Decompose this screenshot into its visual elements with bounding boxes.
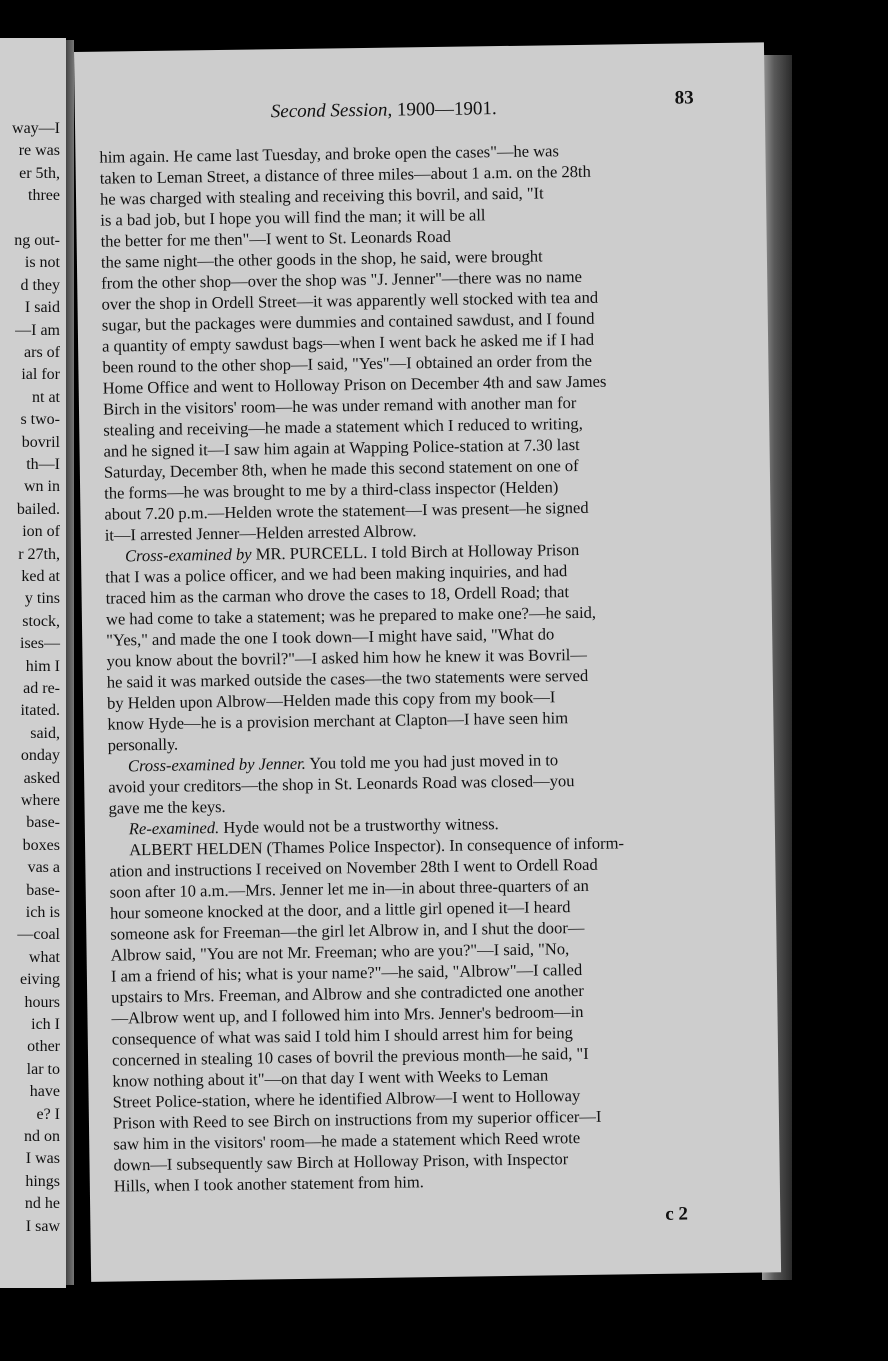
session-label: Second Session, (270, 99, 393, 123)
text-line: a quantity of empty sawdust bags—when I went back he asked me if I had (101, 329, 595, 356)
left-page-line: vas a (27, 859, 60, 877)
text-line: soon after 10 a.m.—Mrs. Jenner let me in—in about three-quarters of an (109, 875, 589, 902)
left-page-line: eiving (20, 971, 60, 989)
left-page-line: ng out- (14, 232, 60, 249)
left-page-line: onday (20, 747, 60, 765)
text-line: we had come to take a statement; was he prepared to make one?—he said, (105, 602, 597, 629)
left-page-line: —coal (17, 926, 60, 944)
text-line: know nothing about it"—on that day I went with Weeks to Leman (112, 1065, 549, 1091)
text-line: that I was a police officer, and we had been making inquiries, and had (105, 561, 568, 587)
left-page-line: asked (23, 769, 60, 787)
left-page-line: where (20, 792, 60, 809)
text-line: avoid your creditors—the shop in St. Leonards Road was closed—you (108, 771, 575, 797)
text-line: ation and instructions I received on November 28th I went to Ordell Road (109, 854, 598, 881)
text-line: Prison with Reed to see Birch on instructions from my superior officer—I (112, 1106, 602, 1133)
left-page-line: three (28, 187, 60, 205)
left-page-line: re was (18, 142, 60, 160)
left-page-line: I saw (25, 1217, 60, 1235)
left-page-line: way—I (12, 120, 60, 137)
text-line: him again. He came last Tuesday, and broke open the cases"—he was (99, 141, 560, 167)
left-page-line: base- (26, 814, 60, 832)
session-title (271, 98, 497, 123)
left-page-line: said, (30, 724, 60, 742)
left-page-line: e? I (36, 1105, 60, 1123)
left-page-fragment (0, 38, 66, 1288)
left-page-line: th—I (26, 456, 60, 473)
text-line: and he signed it—I saw him again at Wapping Police-station at 7.30 last (103, 434, 580, 461)
text-line: he said it was marked outside the cases—the two statements were served (106, 665, 589, 692)
text-line: over the shop in Ordell Street—it was apparently well stocked with tea and (101, 287, 599, 314)
text-line: hour someone knocked at the door, and a little girl opened it—I heard (109, 897, 571, 923)
left-page-line: ars of (24, 344, 60, 361)
left-page-line: bailed. (16, 500, 60, 518)
left-page-line: ked at (21, 568, 60, 585)
left-page-line: him I (25, 657, 60, 675)
text-line: Saturday, December 8th, when he made this second statement on one of (103, 455, 579, 482)
left-page-line: nd on (24, 1128, 60, 1145)
text-line: concerned in stealing 10 cases of bovril the previous month—he said, "I (111, 1043, 589, 1070)
text-line: Home Office and went to Holloway Prison on December 4th and saw James (102, 371, 607, 398)
text-line: it—I arrested Jenner—Helden arrested Albrow. (104, 521, 417, 545)
text-line: Albrow said, "You are not Mr. Freeman; who are you?"—I said, "No, (110, 939, 570, 965)
text-line: about 7.20 p.m.—Helden wrote the statement—I was present—he signed (104, 497, 589, 524)
text-line: Hills, when I took another statement from him. (113, 1172, 424, 1196)
left-page-line: ad re- (23, 680, 60, 697)
left-page-line: ial for (21, 366, 60, 384)
text-line: Re-examined. Hyde would not be a trustworthy witness. (128, 814, 499, 839)
signature-mark: c 2 (665, 1203, 689, 1225)
text-line: ALBERT HELDEN (Thames Police Inspector). In consequence of inform- (129, 833, 625, 860)
text-line: taken to Leman Street, a distance of three miles—about 1 a.m. on the 28th (99, 161, 591, 188)
text-line: gave me the keys. (108, 796, 226, 818)
left-page-line: I was (25, 1150, 60, 1168)
text-line: the better for me then"—I went to St. Leonards Road (100, 226, 452, 251)
text-line: know Hyde—he is a provision merchant at Clapton—I have seen him (107, 708, 569, 734)
text-line: "Yes," and made the one I took down—I might have said, "What do (106, 624, 555, 650)
left-page-line: what (28, 948, 60, 966)
text-line: upstairs to Mrs. Freeman, and Albrow and she contradicted one another (111, 980, 584, 1007)
left-page-line: stock, (22, 612, 60, 630)
text-line: by Helden upon Albrow—Helden made this copy from my book—I (106, 687, 556, 713)
text-line: stealing and receiving—he made a statement which I reduced to writing, (103, 413, 583, 440)
text-line: saw him in the visitors' room—he made a statement which Reed wrote (113, 1128, 581, 1154)
running-header (75, 87, 765, 128)
book-page (74, 42, 781, 1282)
left-page-line: have (29, 1083, 60, 1101)
text-line: down—I subsequently saw Birch at Holloway Prison, with Inspector (113, 1149, 569, 1175)
left-page-line: wn in (24, 478, 60, 496)
left-page-line: er 5th, (19, 164, 60, 182)
left-page-line: lar to (26, 1060, 60, 1078)
left-page-line: hours (24, 993, 60, 1011)
text-line: Cross-examined by MR. PURCELL. I told Birch at Holloway Prison (124, 539, 580, 566)
page-number: 83 (674, 87, 694, 109)
text-line: I am a friend of his; what is your name?"—he said, "Albrow"—I called (110, 959, 583, 986)
text-line: from the other shop—over the shop was "J. Jenner"—there was no name (101, 266, 582, 293)
text-line: Birch in the visitors' room—he was under remand with another man for (102, 393, 577, 419)
text-line: Cross-examined by Jenner. You told me you had just moved in to (127, 750, 559, 776)
left-page-line: ion of (22, 523, 60, 541)
left-page-line: nt at (32, 388, 60, 406)
testimony-text (99, 138, 714, 1196)
text-line: sugar, but the packages were dummies and contained sawdust, and I found (101, 308, 595, 335)
book-gutter (66, 40, 74, 1285)
left-page-line: hings (25, 1172, 60, 1190)
text-line: consequence of what was said I told him I should arrest him for being (111, 1023, 574, 1049)
text-line: Street Police-station, where he identified Albrow—I went to Holloway (112, 1086, 581, 1112)
text-line: personally. (107, 734, 179, 755)
left-page-line: is not (24, 254, 60, 272)
session-years: 1900—1901. (396, 98, 497, 121)
left-page-line: ich I (31, 1016, 60, 1033)
text-line: someone ask for Freeman—the girl let Albrow in, and I shut the door— (110, 917, 585, 944)
left-page-line: I said (24, 299, 60, 317)
left-page-line: bovril (21, 433, 60, 451)
text-line: been round to the other shop—I said, "Yes"—I obtained an order from the (102, 350, 593, 377)
left-page-line: boxes (22, 836, 60, 854)
text-line: he was charged with stealing and receiving this bovril, and said, "It (99, 183, 544, 209)
text-line: the forms—he was brought to me by a third-class inspector (Helden) (104, 477, 559, 503)
text-line: is a bad job, but I hope you will find the man; it will be all (100, 205, 486, 230)
text-line: traced him as the carman who drove the cases to 18, Ordell Road; that (105, 582, 570, 608)
left-page-line: nd he (24, 1195, 60, 1213)
left-page-line: base- (26, 881, 60, 899)
left-page-line: r 27th, (18, 545, 60, 563)
left-page-line: ich is (25, 904, 60, 921)
left-page-line: s two- (20, 411, 60, 429)
text-line: you know about the bovril?"—I asked him how he knew it was Bovril— (106, 644, 587, 671)
left-page-line: —I am (15, 321, 60, 339)
left-page-line: itated. (20, 702, 60, 720)
left-page-line: other (27, 1038, 60, 1056)
left-page-line: y tins (24, 590, 60, 608)
left-page-line: ises— (20, 635, 60, 653)
left-page-line: d they (20, 276, 60, 294)
text-line: the same night—the other goods in the shop, he said, were brought (100, 246, 543, 272)
text-line: —Albrow went up, and I followed him into Mrs. Jenner's bedroom—in (111, 1001, 584, 1028)
